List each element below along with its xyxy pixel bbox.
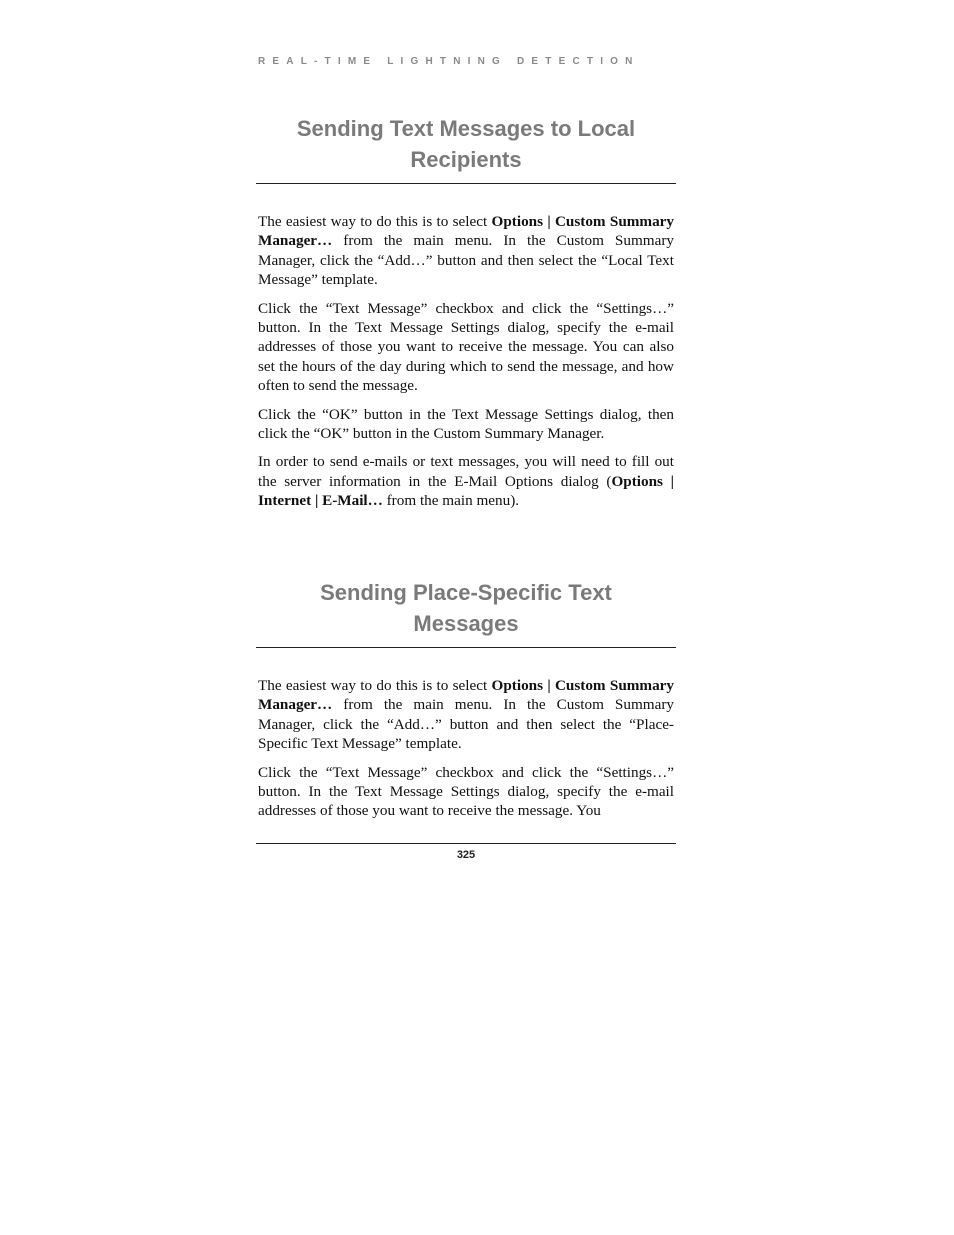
section-body <box>256 676 676 821</box>
paragraph <box>258 405 674 444</box>
text-run: from the main menu). <box>382 492 520 510</box>
paragraph <box>258 676 674 754</box>
running-head: REAL-TIME LIGHTNING DETECTION <box>258 56 640 67</box>
footer-rule <box>256 843 676 844</box>
section-place-specific <box>256 577 676 830</box>
menu-path: Options | Custom Summary Manager… <box>258 213 675 250</box>
text-run: The easiest way to do this is to select <box>258 213 492 230</box>
paragraph <box>258 212 674 290</box>
section-body <box>256 212 676 511</box>
heading-line-1: Sending Place-Specific Text <box>320 580 612 605</box>
text-run: Click the “OK” button in the Text Message Settings dialog, then click the “OK” button in the Custom Summary Manager. <box>258 405 674 443</box>
page-number: 325 <box>456 849 476 861</box>
section-local-recipients <box>256 113 676 520</box>
menu-path: Options | Internet | E-Mail… <box>258 472 674 510</box>
heading-line-2: Recipients <box>410 147 522 172</box>
text-run: The easiest way to do this is to select <box>258 677 492 694</box>
heading-rule <box>256 183 676 184</box>
text-run: In order to send e-mails or text messages, you will need to fill out the server information in the E-Mail Options dialog ( <box>258 453 674 490</box>
text-run: Click the “Text Message” checkbox and click the “Settings…” button. In the Text Message Settings dialog, specify the e-mail addresses of those you want to receive the message. You <box>258 763 674 820</box>
text-run: from the main menu. In the Custom Summary Manager, click the “Add…” button and then select the “Local Text Message” template. <box>258 232 674 289</box>
paragraph <box>258 452 674 510</box>
text-run: from the main menu. In the Custom Summary Manager, click the “Add…” button and then select the “Place-Specific Text Message” template. <box>258 696 674 753</box>
section-heading <box>256 113 676 175</box>
menu-path: Options | Custom Summary Manager… <box>258 677 675 714</box>
heading-line-1: Sending Text Messages to Local <box>296 116 636 141</box>
text-run: Click the “Text Message” checkbox and click the “Settings…” button. In the Text Message Settings dialog, specify the e-mail addresses of those you want to receive the message. You can also set the hours of the day during which to send the message, and how often to send the message. <box>258 299 674 395</box>
paragraph <box>258 763 674 821</box>
paragraph <box>258 299 674 396</box>
heading-line-2: Messages <box>413 611 519 636</box>
heading-rule <box>256 647 676 648</box>
section-heading <box>256 577 676 639</box>
